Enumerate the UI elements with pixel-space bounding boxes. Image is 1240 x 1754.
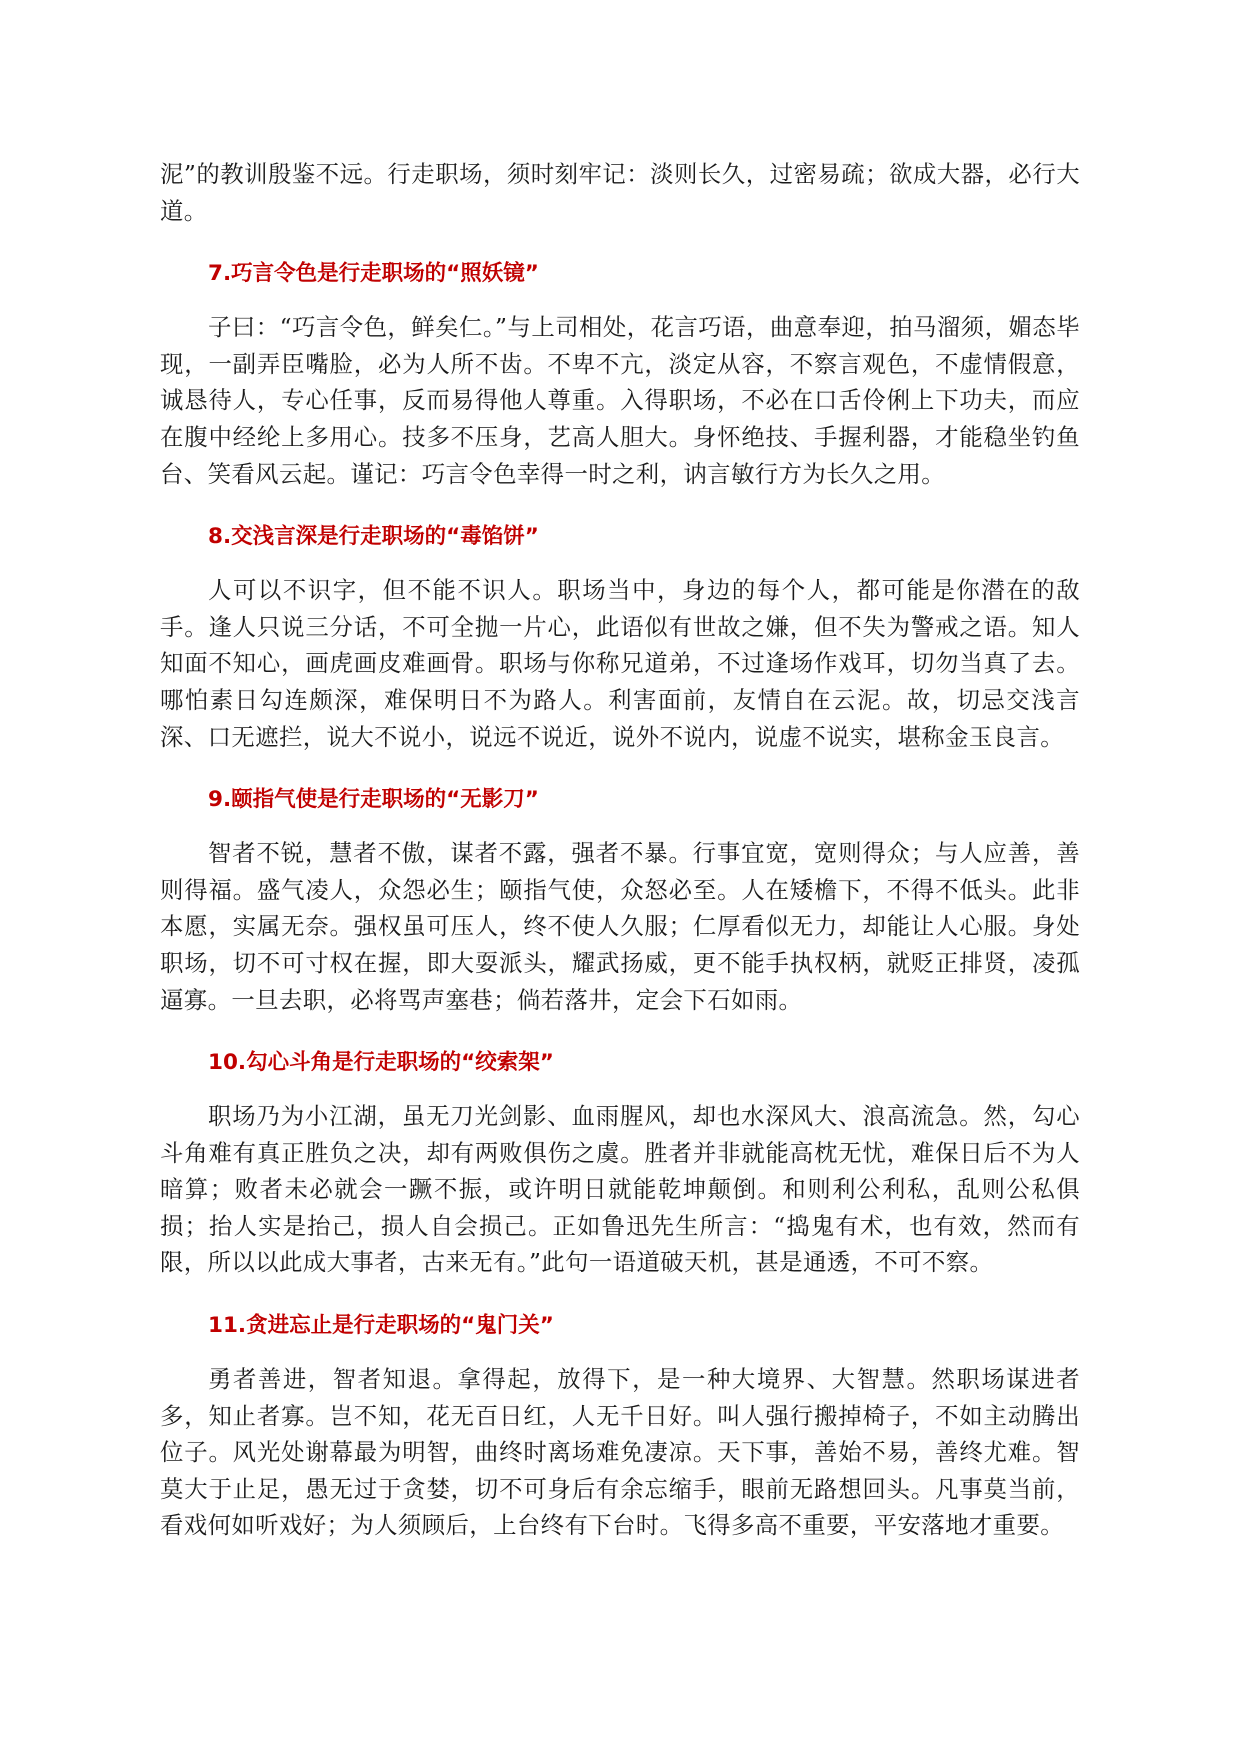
section-body-11: 勇者善进，智者知退。拿得起，放得下，是一种大境界、大智慧。然职场谋进者多，知止者寡。岂不知，花无百日红，人无千日好。叫人强行搬掉椅子，不如主动腾出位子。风光处谢幕最为明智，曲终时离场难免凄凉。天下事，善始不易，善终尤难。智莫大于止足，愚无过于贪婪，切不可身后有余忘缩手，眼前无路想回头。凡事莫当前，看戏何如听戏好；为人须顾后，上台终有下台时。飞得多高不重要，平安落地才重要。 bbox=[160, 1365, 1080, 1540]
section-heading-11: 11.贪进忘止是行走职场的“鬼门关” bbox=[208, 1313, 554, 1339]
section-body-10: 职场乃为小江湖，虽无刀光剑影、血雨腥风，却也水深风大、浪高流急。然，勾心斗角难有真正胜负之决，却有两败俱伤之虞。胜者并非就能高枕无忧，难保日后不为人暗算；败者未必就会一蹶不振，或许明日就能乾坤颠倒。和则利公利私，乱则公私俱损；抬人实是抬己，损人自会损己。正如鲁迅先生所言：“捣鬼有术，也有效，然而有限，所以以此成大事者，古来无有。”此句一语道破天机，甚是通透，不可不察。 bbox=[160, 1102, 1080, 1277]
section-body-7: 子曰：“巧言令色，鲜矣仁。”与上司相处，花言巧语，曲意奉迎，拍马溜须，媚态毕现，一副弄臣嘴脸，必为人所不齿。不卑不亢，淡定从容，不察言观色，不虚情假意，诚恳待人，专心任事，反而易得他人尊重。入得职场，不必在口舌伶俐上下功夫，而应在腹中经纶上多用心。技多不压身，艺高人胆大。身怀绝技、手握利器，才能稳坐钓鱼台、笑看风云起。谨记：巧言令色幸得一时之利，讷言敏行方为长久之用。 bbox=[160, 313, 1080, 488]
section-body-9: 智者不锐，慧者不傲，谋者不露，强者不暴。行事宜宽，宽则得众；与人应善，善则得福。盛气凌人，众怨必生；颐指气使，众怒必至。人在矮檐下，不得不低头。此非本愿，实属无奈。强权虽可压人，终不使人久服；仁厚看似无力，却能让人心服。身处职场，切不可寸权在握，即大耍派头，耀武扬威，更不能手执权柄，就贬正排贤，凌孤逼寡。一旦去职，必将骂声塞巷；倘若落井，定会下石如雨。 bbox=[160, 839, 1080, 1014]
intro-paragraph: 泥”的教训殷鉴不远。行走职场，须时刻牢记：淡则长久，过密易疏；欲成大器，必行大道。 bbox=[160, 160, 1080, 225]
section-heading-8: 8.交浅言深是行走职场的“毒馅饼” bbox=[208, 524, 539, 550]
document-page bbox=[160, 156, 1080, 1544]
section-heading-10: 10.勾心斗角是行走职场的“绞索架” bbox=[208, 1050, 554, 1076]
section-body-8: 人可以不识字，但不能不识人。职场当中，身边的每个人，都可能是你潜在的敌手。逢人只说三分话，不可全抛一片心，此语似有世故之嫌，但不失为警戒之语。知人知面不知心，画虎画皮难画骨。职场与你称兄道弟，不过逢场作戏耳，切勿当真了去。哪怕素日勾连颇深，难保明日不为路人。利害面前，友情自在云泥。故，切忌交浅言深、口无遮拦，说大不说小，说远不说近，说外不说内，说虚不说实，堪称金玉良言。 bbox=[160, 576, 1080, 751]
section-heading-7: 7.巧言令色是行走职场的“照妖镜” bbox=[208, 261, 539, 287]
section-heading-9: 9.颐指气使是行走职场的“无影刀” bbox=[208, 787, 539, 813]
